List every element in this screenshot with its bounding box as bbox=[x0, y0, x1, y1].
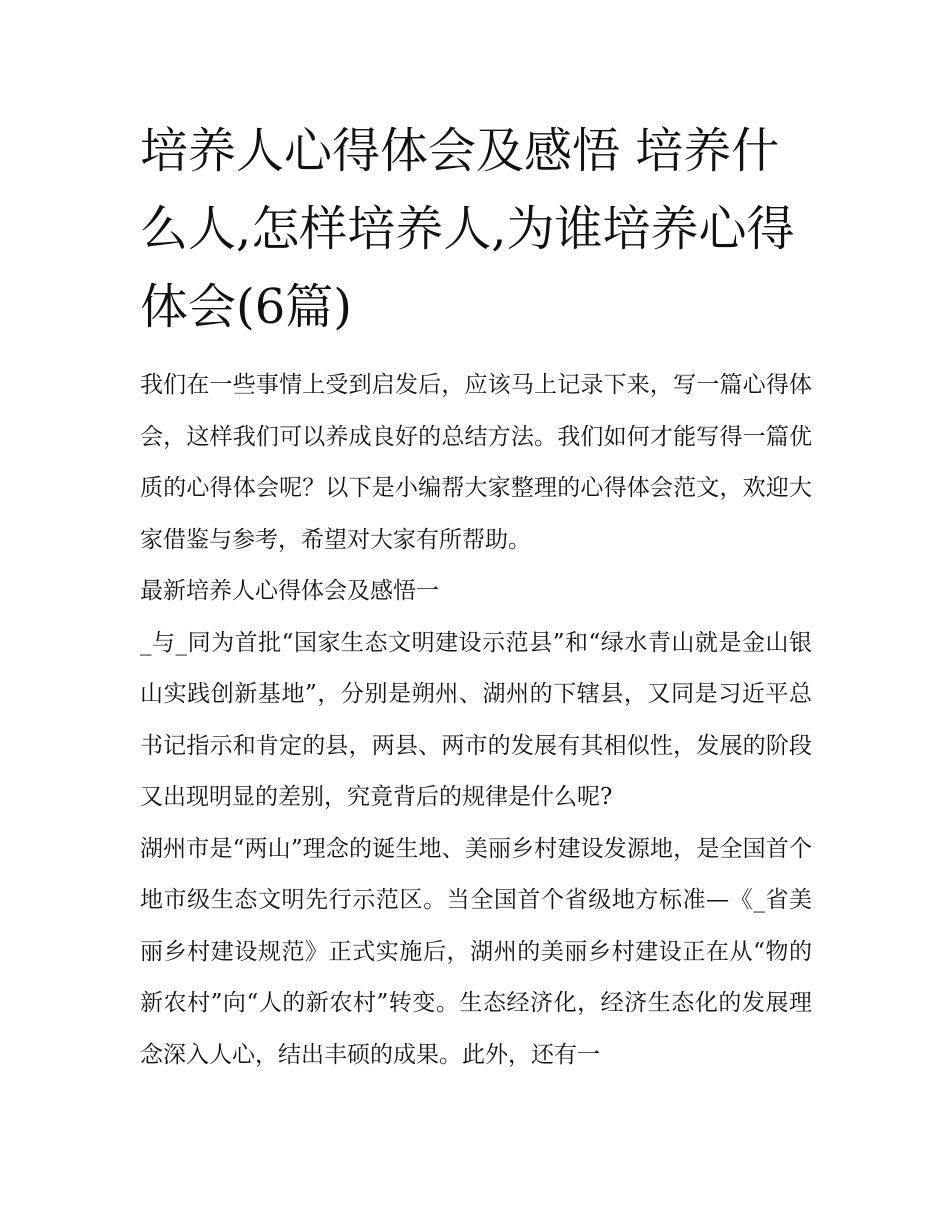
document-body bbox=[140, 112, 812, 1081]
body-paragraph: 湖州市是“两山”理念的诞生地、美丽乡村建设发源地，是全国首个地市级生态文明先行示范区。当全国首个省级地方标准—《_省美丽乡村建设规范》正式实施后，湖州的美丽乡村建设正在从“物的新农村”向“人的新农村”转变。生态经济化，经济生态化的发展理念深入人心，结出丰硕的成果。此外，还有一 bbox=[140, 835, 812, 1068]
body-paragraph: _与_同为首批“国家生态文明建设示范县”和“绿水青山就是金山银山实践创新基地”，分别是朔州、湖州的下辖县，又同是习近平总书记指示和肯定的县，两县、两市的发展有其相似性，发展的阶段又出现明显的差别，究竟背后的规律是什么呢? bbox=[140, 629, 812, 810]
section-heading: 最新培养人心得体会及感悟一 bbox=[140, 578, 439, 604]
intro-paragraph: 我们在一些事情上受到启发后，应该马上记录下来，写一篇心得体会，这样我们可以养成良好的总结方法。我们如何才能写得一篇优质的心得体会呢？以下是小编帮大家整理的心得体会范文，欢迎大家借鉴与参考，希望对大家有所帮助。 bbox=[140, 372, 812, 553]
document-title: 培养人心得体会及感悟 培养什么人,怎样培养人,为谁培养心得体会(6篇) bbox=[140, 123, 795, 335]
